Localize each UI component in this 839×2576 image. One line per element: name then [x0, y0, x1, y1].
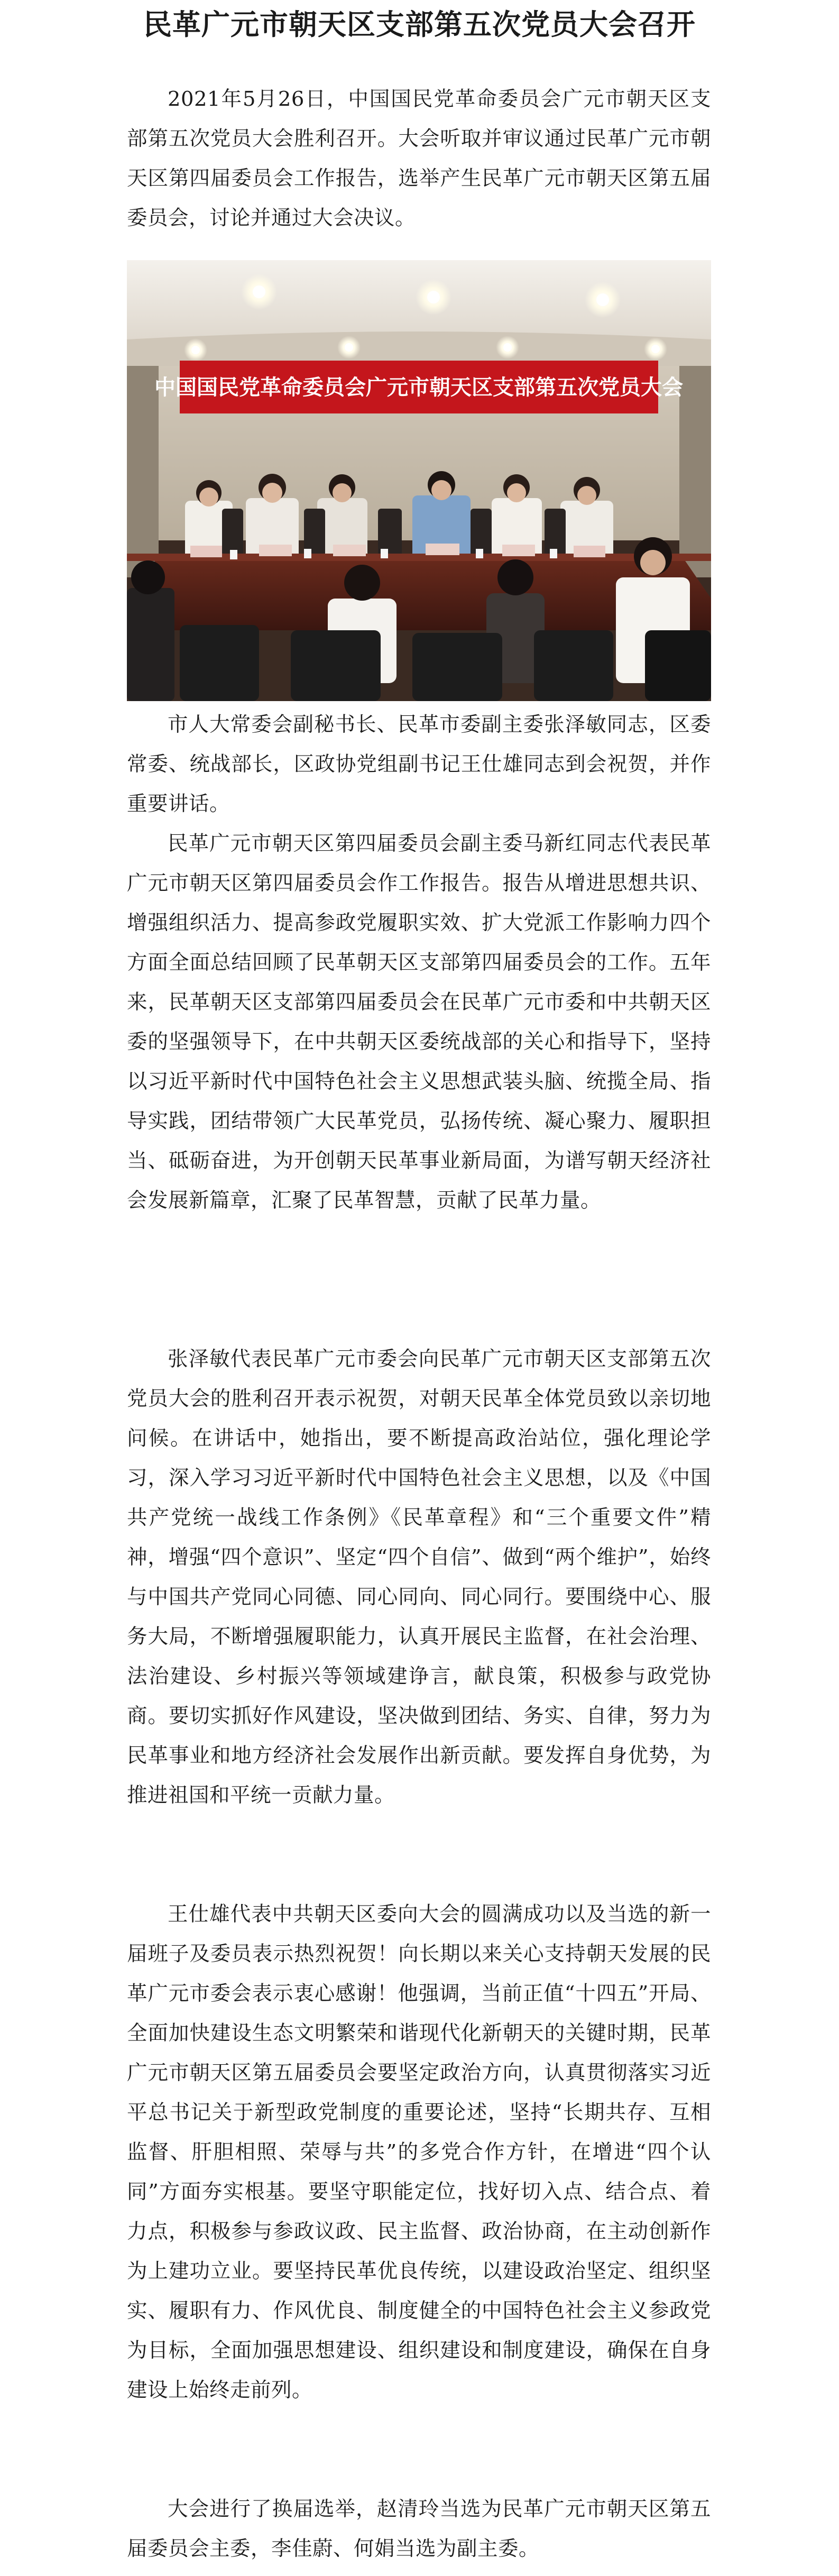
article-paragraph: 大会进行了换届选举，赵清玲当选为民革广元市朝天区第五届委员会主委，李佳蔚、何娟当选为副主委。 [127, 2497, 711, 2561]
article-paragraph: 市人大常委会副秘书长、民革市委副主委张泽敏同志，区委常委、统战部长，区政协党组副书记王仕雄同志到会祝贺，并作重要讲话。 [127, 713, 711, 816]
meeting-photo-illustration [127, 260, 711, 701]
article-paragraph: 2021年5月26日，中国国民党革命委员会广元市朝天区支部第五次党员大会胜利召开。大会听取并审议通过民革广元市朝天区第四届委员会工作报告，选举产生民革广元市朝天区第五届委员会，讨论并通过大会决议。 [127, 87, 711, 230]
article-paragraph: 张泽敏代表民革广元市委会向民革广元市朝天区支部第五次党员大会的胜利召开表示祝贺，对朝天民革全体党员致以亲切地问候。在讲话中，她指出，要不断提高政治站位，强化理论学习，深入学习习近平新时代中国特色社会主义思想，以及《中国共产党统一战线工作条例》《民革章程》和“三个重要文件”精神，增强“四个意识”、坚定“四个自信”、做到“两个维护”，始终与中国共产党同心同德、同心同向、同心同行。要围绕中心、服务大局，不断增强履职能力，认真开展民主监督，在社会治理、法治建设、乡村振兴等领域建诤言，献良策，积极参与政党协商。要切实抓好作风建设，坚决做到团结、务实、自律，努力为民革事业和地方经济社会发展作出新贡献。要发挥自身优势，为推进祖国和平统一贡献力量。 [127, 1347, 711, 1807]
article-title: 民革广元市朝天区支部第五次党员大会召开 [143, 7, 696, 41]
article-paragraph: 民革广元市朝天区第四届委员会副主委马新红同志代表民革广元市朝天区第四届委员会作工作报告。报告从增进思想共识、增强组织活力、提高参政党履职实效、扩大党派工作影响力四个方面全面总结回顾了民革朝天区支部第四届委员会的工作。五年来，民革朝天区支部第四届委员会在民革广元市委和中共朝天区委的坚强领导下，在中共朝天区委统战部的关心和指导下，坚持以习近平新时代中国特色社会主义思想武装头脑、统揽全局、指导实践，团结带领广大民革党员，弘扬传统、凝心聚力、履职担当、砥砺奋进，为开创朝天民革事业新局面，为谱写朝天经济社会发展新篇章，汇聚了民革智慧，贡献了民革力量。 [127, 832, 711, 1212]
meeting-photo [127, 260, 711, 701]
article-paragraph: 王仕雄代表中共朝天区委向大会的圆满成功以及当选的新一届班子及委员表示热烈祝贺！向长期以来关心支持朝天发展的民革广元市委会表示衷心感谢！他强调，当前正值“十四五”开局、全面加快建设生态文明繁荣和谐现代化新朝天的关键时期，民革广元市朝天区第五届委员会要坚定政治方向，认真贯彻落实习近平总书记关于新型政党制度的重要论述，坚持“长期共存、互相监督、肝胆相照、荣辱与共”的多党合作方针，在增进“四个认同”方面夯实根基。要坚守职能定位，找好切入点、结合点、着力点，积极参与参政议政、民主监督、政治协商，在主动创新作为上建功立业。要坚持民革优良传统，以建设政治坚定、组织坚实、履职有力、作风优良、制度健全的中国特色社会主义参政党为目标，全面加强思想建设、组织建设和制度建设，确保在自身建设上始终走前列。 [127, 1902, 711, 2402]
meeting-banner-text: 中国国民党革命委员会广元市朝天区支部第五次党员大会 [154, 375, 683, 400]
